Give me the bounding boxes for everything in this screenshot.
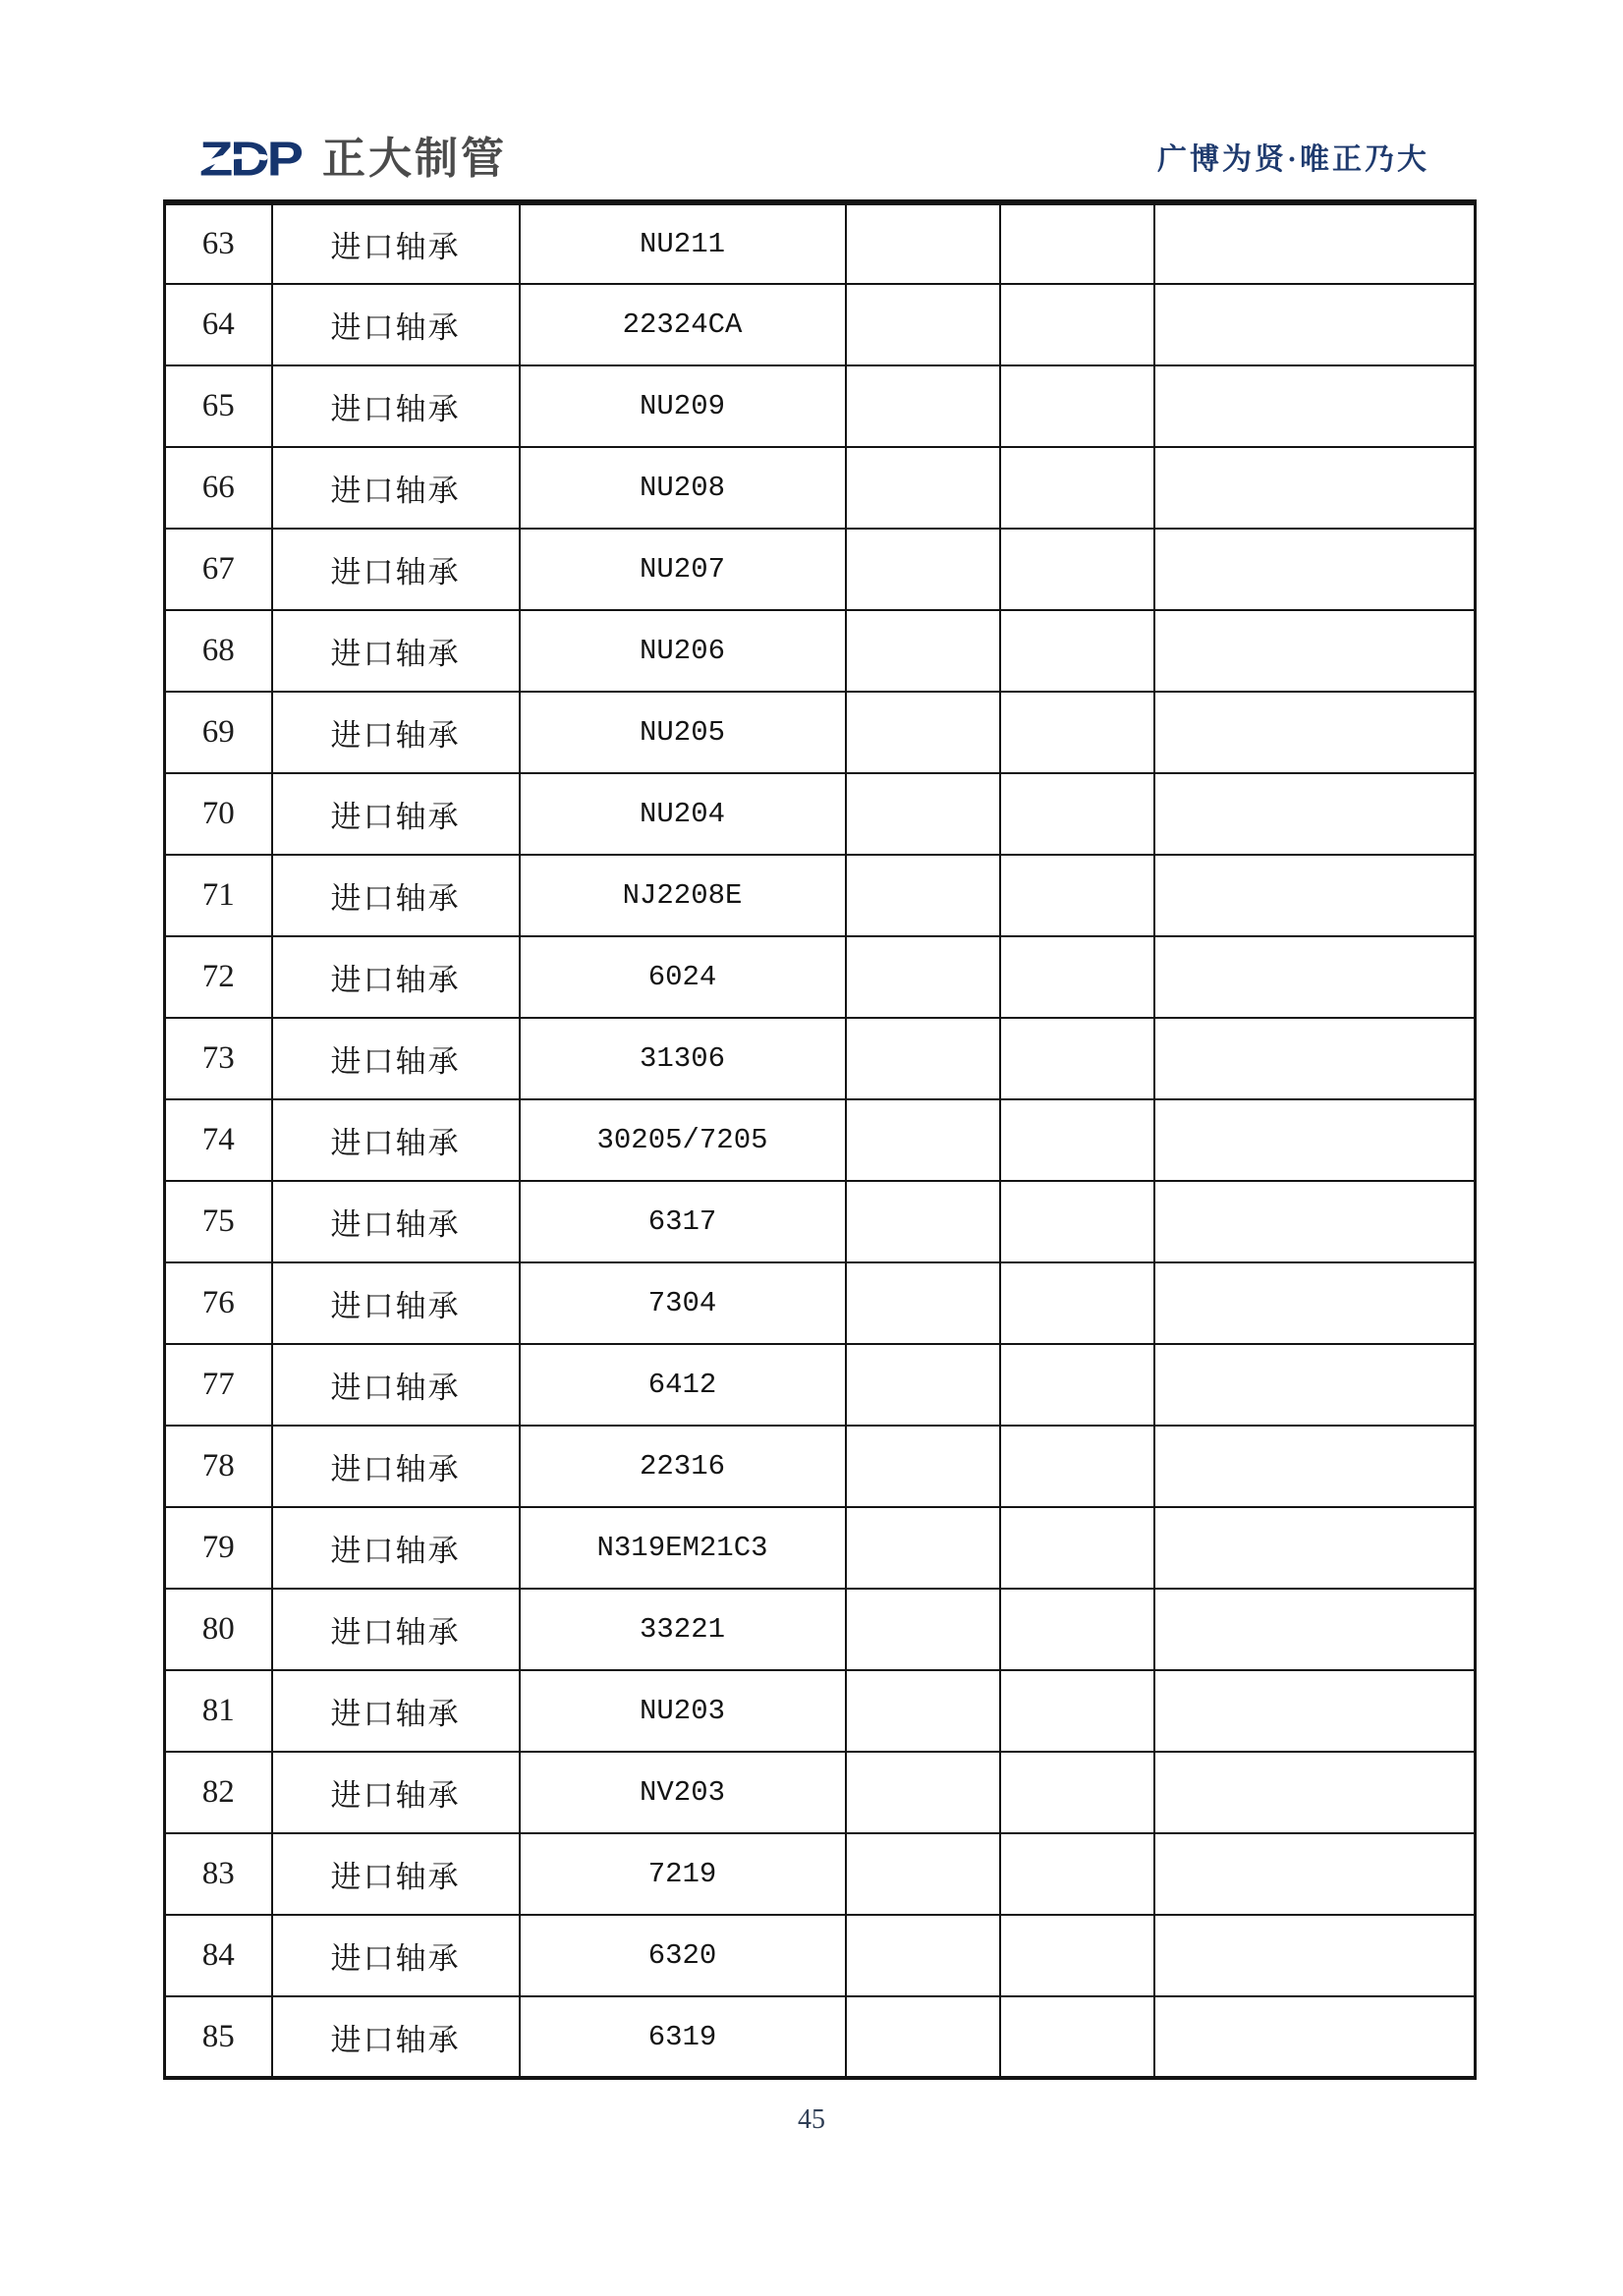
empty-cell-3 — [1154, 1507, 1476, 1589]
part-name-cell: 进口轴承 — [272, 1752, 520, 1833]
part-name-cell: 进口轴承 — [272, 447, 520, 529]
empty-cell-3 — [1154, 1833, 1476, 1915]
row-number-cell: 74 — [165, 1099, 272, 1181]
row-number-cell: 66 — [165, 447, 272, 529]
empty-cell-3 — [1154, 1752, 1476, 1833]
table-row — [165, 936, 1476, 1018]
empty-cell-2 — [1000, 529, 1154, 610]
empty-cell-3 — [1154, 1018, 1476, 1099]
part-model-cell: NJ2208E — [520, 855, 846, 936]
part-model-cell: 22324CA — [520, 284, 846, 365]
table-row — [165, 1099, 1476, 1181]
table-row — [165, 1262, 1476, 1344]
empty-cell-2 — [1000, 610, 1154, 692]
empty-cell-3 — [1154, 202, 1476, 284]
part-model-cell: 7219 — [520, 1833, 846, 1915]
table-row — [165, 284, 1476, 365]
parts-table — [163, 199, 1477, 2080]
row-number-cell: 68 — [165, 610, 272, 692]
part-model-cell: NU206 — [520, 610, 846, 692]
logo-zdp-text: ZDP — [199, 131, 301, 187]
table-row — [165, 773, 1476, 855]
part-model-cell: 31306 — [520, 1018, 846, 1099]
table-row — [165, 529, 1476, 610]
part-model-cell: 6319 — [520, 1996, 846, 2078]
empty-cell-1 — [846, 1426, 1000, 1507]
empty-cell-3 — [1154, 610, 1476, 692]
table-row — [165, 1181, 1476, 1262]
empty-cell-3 — [1154, 1670, 1476, 1752]
empty-cell-2 — [1000, 447, 1154, 529]
empty-cell-1 — [846, 284, 1000, 365]
empty-cell-1 — [846, 1833, 1000, 1915]
table-row — [165, 1018, 1476, 1099]
row-number-cell: 83 — [165, 1833, 272, 1915]
row-number-cell: 78 — [165, 1426, 272, 1507]
empty-cell-2 — [1000, 1996, 1154, 2078]
table-row — [165, 1996, 1476, 2078]
empty-cell-1 — [846, 773, 1000, 855]
part-name-cell: 进口轴承 — [272, 1915, 520, 1996]
part-model-cell: 6317 — [520, 1181, 846, 1262]
empty-cell-2 — [1000, 1670, 1154, 1752]
part-name-cell: 进口轴承 — [272, 1181, 520, 1262]
logo-zdp — [199, 131, 301, 187]
part-name-cell: 进口轴承 — [272, 1344, 520, 1426]
empty-cell-2 — [1000, 284, 1154, 365]
part-name-cell: 进口轴承 — [272, 610, 520, 692]
part-model-cell: NV203 — [520, 1752, 846, 1833]
table-row — [165, 610, 1476, 692]
empty-cell-2 — [1000, 855, 1154, 936]
row-number-cell: 65 — [165, 365, 272, 447]
company-logo — [199, 132, 507, 187]
part-name-cell: 进口轴承 — [272, 1833, 520, 1915]
part-model-cell: NU209 — [520, 365, 846, 447]
empty-cell-1 — [846, 1099, 1000, 1181]
row-number-cell: 70 — [165, 773, 272, 855]
empty-cell-3 — [1154, 773, 1476, 855]
empty-cell-1 — [846, 202, 1000, 284]
table-row — [165, 1833, 1476, 1915]
empty-cell-3 — [1154, 1996, 1476, 2078]
empty-cell-2 — [1000, 1833, 1154, 1915]
empty-cell-1 — [846, 1262, 1000, 1344]
empty-cell-1 — [846, 855, 1000, 936]
empty-cell-2 — [1000, 1426, 1154, 1507]
empty-cell-2 — [1000, 202, 1154, 284]
part-name-cell: 进口轴承 — [272, 1018, 520, 1099]
empty-cell-2 — [1000, 1099, 1154, 1181]
empty-cell-2 — [1000, 936, 1154, 1018]
part-name-cell: 进口轴承 — [272, 936, 520, 1018]
part-model-cell: NU205 — [520, 692, 846, 773]
table-row — [165, 1752, 1476, 1833]
part-name-cell: 进口轴承 — [272, 529, 520, 610]
empty-cell-3 — [1154, 1181, 1476, 1262]
empty-cell-2 — [1000, 365, 1154, 447]
empty-cell-1 — [846, 692, 1000, 773]
table-row — [165, 1507, 1476, 1589]
table-row — [165, 1670, 1476, 1752]
empty-cell-3 — [1154, 1915, 1476, 1996]
part-model-cell: NU207 — [520, 529, 846, 610]
page-number: 45 — [798, 2104, 825, 2135]
row-number-cell: 73 — [165, 1018, 272, 1099]
empty-cell-3 — [1154, 365, 1476, 447]
empty-cell-3 — [1154, 1589, 1476, 1670]
empty-cell-1 — [846, 1670, 1000, 1752]
row-number-cell: 85 — [165, 1996, 272, 2078]
empty-cell-2 — [1000, 1752, 1154, 1833]
empty-cell-1 — [846, 1915, 1000, 1996]
row-number-cell: 82 — [165, 1752, 272, 1833]
empty-cell-1 — [846, 1507, 1000, 1589]
empty-cell-1 — [846, 610, 1000, 692]
empty-cell-2 — [1000, 1507, 1154, 1589]
row-number-cell: 69 — [165, 692, 272, 773]
empty-cell-3 — [1154, 1426, 1476, 1507]
table-row — [165, 1915, 1476, 1996]
part-model-cell: 7304 — [520, 1262, 846, 1344]
part-model-cell: NU203 — [520, 1670, 846, 1752]
part-model-cell: 33221 — [520, 1589, 846, 1670]
empty-cell-3 — [1154, 692, 1476, 773]
part-name-cell: 进口轴承 — [272, 365, 520, 447]
part-model-cell: 22316 — [520, 1426, 846, 1507]
row-number-cell: 76 — [165, 1262, 272, 1344]
row-number-cell: 84 — [165, 1915, 272, 1996]
table-row — [165, 1344, 1476, 1426]
empty-cell-2 — [1000, 1589, 1154, 1670]
row-number-cell: 81 — [165, 1670, 272, 1752]
table-row — [165, 447, 1476, 529]
empty-cell-1 — [846, 529, 1000, 610]
part-name-cell: 进口轴承 — [272, 855, 520, 936]
part-model-cell: 6024 — [520, 936, 846, 1018]
empty-cell-2 — [1000, 1181, 1154, 1262]
row-number-cell: 64 — [165, 284, 272, 365]
table-row — [165, 202, 1476, 284]
empty-cell-1 — [846, 936, 1000, 1018]
empty-cell-1 — [846, 447, 1000, 529]
empty-cell-1 — [846, 1181, 1000, 1262]
empty-cell-3 — [1154, 936, 1476, 1018]
part-model-cell: 6320 — [520, 1915, 846, 1996]
empty-cell-2 — [1000, 1018, 1154, 1099]
logo-company-name: 正大制管 — [322, 135, 507, 183]
part-name-cell: 进口轴承 — [272, 1262, 520, 1344]
empty-cell-2 — [1000, 692, 1154, 773]
part-name-cell: 进口轴承 — [272, 1099, 520, 1181]
empty-cell-3 — [1154, 855, 1476, 936]
row-number-cell: 77 — [165, 1344, 272, 1426]
part-name-cell: 进口轴承 — [272, 1670, 520, 1752]
table-row — [165, 692, 1476, 773]
row-number-cell: 67 — [165, 529, 272, 610]
part-model-cell: NU208 — [520, 447, 846, 529]
empty-cell-3 — [1154, 1099, 1476, 1181]
empty-cell-2 — [1000, 1915, 1154, 1996]
empty-cell-2 — [1000, 1262, 1154, 1344]
empty-cell-1 — [846, 1018, 1000, 1099]
empty-cell-3 — [1154, 1262, 1476, 1344]
part-name-cell: 进口轴承 — [272, 773, 520, 855]
header-slogan: 广博为贤·唯正乃大 — [1156, 143, 1429, 176]
empty-cell-1 — [846, 1996, 1000, 2078]
table-row — [165, 1426, 1476, 1507]
row-number-cell: 72 — [165, 936, 272, 1018]
part-name-cell: 进口轴承 — [272, 692, 520, 773]
part-name-cell: 进口轴承 — [272, 202, 520, 284]
row-number-cell: 80 — [165, 1589, 272, 1670]
row-number-cell: 79 — [165, 1507, 272, 1589]
part-model-cell: NU211 — [520, 202, 846, 284]
part-model-cell: NU204 — [520, 773, 846, 855]
row-number-cell: 63 — [165, 202, 272, 284]
table-row — [165, 365, 1476, 447]
part-name-cell: 进口轴承 — [272, 1589, 520, 1670]
row-number-cell: 71 — [165, 855, 272, 936]
empty-cell-1 — [846, 365, 1000, 447]
table-row — [165, 855, 1476, 936]
part-name-cell: 进口轴承 — [272, 1996, 520, 2078]
table-row — [165, 1589, 1476, 1670]
parts-table-body — [165, 202, 1476, 2078]
empty-cell-3 — [1154, 447, 1476, 529]
part-model-cell: 6412 — [520, 1344, 846, 1426]
part-model-cell: 30205/7205 — [520, 1099, 846, 1181]
empty-cell-3 — [1154, 284, 1476, 365]
empty-cell-2 — [1000, 773, 1154, 855]
empty-cell-1 — [846, 1344, 1000, 1426]
empty-cell-2 — [1000, 1344, 1154, 1426]
part-name-cell: 进口轴承 — [272, 1507, 520, 1589]
part-name-cell: 进口轴承 — [272, 284, 520, 365]
empty-cell-3 — [1154, 529, 1476, 610]
part-name-cell: 进口轴承 — [272, 1426, 520, 1507]
row-number-cell: 75 — [165, 1181, 272, 1262]
empty-cell-1 — [846, 1752, 1000, 1833]
part-model-cell: N319EM21C3 — [520, 1507, 846, 1589]
empty-cell-3 — [1154, 1344, 1476, 1426]
empty-cell-1 — [846, 1589, 1000, 1670]
